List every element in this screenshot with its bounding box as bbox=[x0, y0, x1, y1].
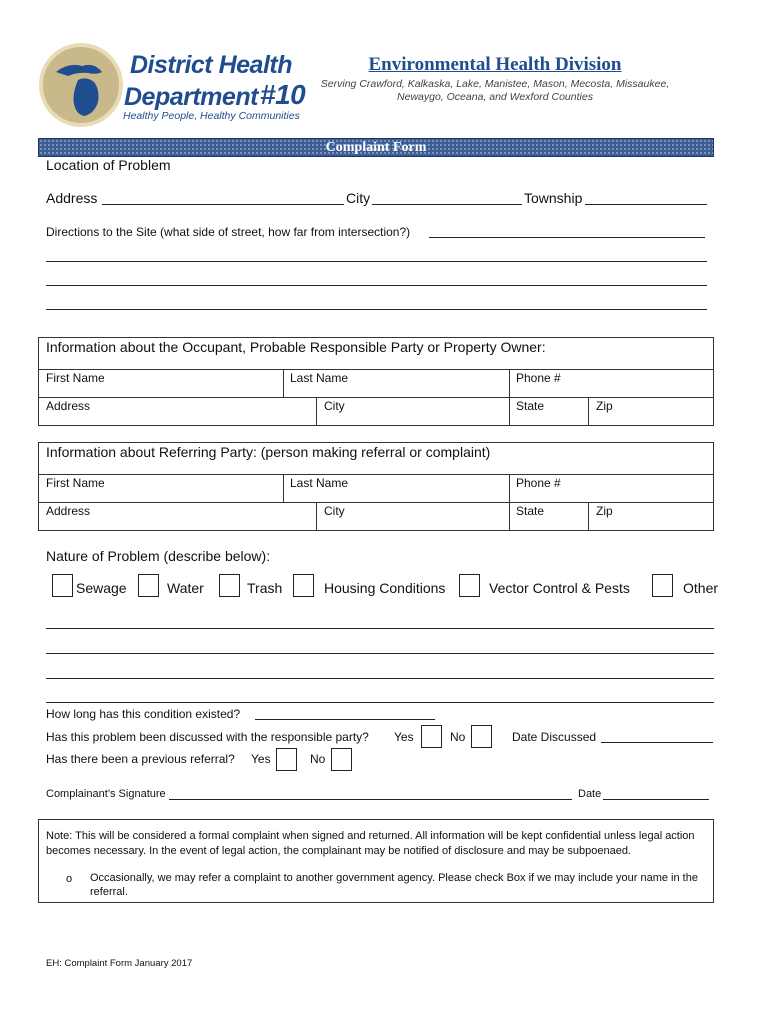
occupant-state[interactable]: State bbox=[516, 399, 545, 413]
problem-description-line-4[interactable] bbox=[46, 702, 714, 703]
problem-description-line-1[interactable] bbox=[46, 628, 714, 629]
other-checkbox[interactable] bbox=[652, 574, 673, 597]
referring-heading: Information about Referring Party: (person making referral or complaint) bbox=[46, 444, 491, 460]
housing-conditions-label: Housing Conditions bbox=[324, 580, 446, 596]
logo bbox=[38, 42, 308, 132]
occupant-first-name[interactable]: First Name bbox=[46, 371, 105, 385]
directions-line-2[interactable] bbox=[46, 261, 707, 262]
form-title: Complaint Form bbox=[325, 140, 427, 155]
previous-referral-label: Has there been a previous referral? bbox=[46, 752, 235, 766]
discussed-yes-label: Yes bbox=[394, 730, 414, 744]
form-title-banner bbox=[38, 138, 714, 157]
address-label: Address bbox=[46, 190, 98, 206]
signature-date-field[interactable] bbox=[603, 799, 709, 800]
date-discussed-label: Date Discussed bbox=[512, 730, 597, 744]
previous-yes-checkbox[interactable] bbox=[276, 748, 297, 771]
discussed-label: Has this problem been discussed with the responsible party? bbox=[46, 730, 369, 744]
problem-description-line-2[interactable] bbox=[46, 653, 714, 654]
discussed-no-label: No bbox=[450, 730, 466, 744]
referring-zip[interactable]: Zip bbox=[596, 504, 613, 518]
directions-line-4[interactable] bbox=[46, 309, 707, 310]
discussed-no-checkbox[interactable] bbox=[471, 725, 492, 748]
previous-no-checkbox[interactable] bbox=[331, 748, 352, 771]
sewage-label: Sewage bbox=[76, 580, 127, 596]
discussed-yes-checkbox[interactable] bbox=[421, 725, 442, 748]
occupant-phone[interactable]: Phone # bbox=[516, 371, 561, 385]
sewage-checkbox[interactable] bbox=[52, 574, 73, 597]
referring-last-name[interactable]: Last Name bbox=[290, 476, 349, 490]
serving-line2: Newaygo, Oceana, and Wexford Counties bbox=[397, 91, 593, 103]
occupant-city[interactable]: City bbox=[324, 399, 345, 413]
other-label: Other bbox=[683, 580, 719, 596]
serving-line1: Serving Crawford, Kalkaska, Lake, Manistee, Mason, Mecosta, Missaukee, bbox=[320, 78, 670, 90]
occupant-zip[interactable]: Zip bbox=[596, 399, 613, 413]
occupant-address[interactable]: Address bbox=[46, 399, 91, 413]
water-checkbox[interactable] bbox=[138, 574, 159, 597]
occupant-last-name[interactable]: Last Name bbox=[290, 371, 349, 385]
trash-checkbox[interactable] bbox=[219, 574, 240, 597]
org-name-line1: District Health bbox=[130, 51, 292, 79]
referring-city[interactable]: City bbox=[324, 504, 345, 518]
referring-address[interactable]: Address bbox=[46, 504, 91, 518]
vector-control-checkbox[interactable] bbox=[459, 574, 480, 597]
city-label: City bbox=[346, 190, 371, 206]
referring-first-name[interactable]: First Name bbox=[46, 476, 105, 490]
org-number: #10 bbox=[260, 79, 306, 110]
previous-yes-label: Yes bbox=[251, 752, 271, 766]
note-text: Note: This will be considered a formal complaint when signed and returned. All information will be kept confidential unless legal action becomes necessary. In the event of legal action, the complainant may be notified of disclosure and may be subpoenaed. bbox=[46, 830, 695, 857]
vector-control-label: Vector Control & Pests bbox=[489, 580, 630, 596]
township-field[interactable] bbox=[585, 204, 707, 205]
directions-line-3[interactable] bbox=[46, 285, 707, 286]
housing-conditions-checkbox[interactable] bbox=[293, 574, 314, 597]
footer: EH: Complaint Form January 2017 bbox=[46, 958, 193, 969]
occupant-heading: Information about the Occupant, Probable Responsible Party or Property Owner: bbox=[46, 339, 546, 355]
signature-date-label: Date bbox=[578, 788, 602, 800]
signature-label: Complainant’s Signature bbox=[46, 788, 166, 800]
water-label: Water bbox=[167, 580, 204, 596]
date-discussed-field[interactable] bbox=[601, 742, 713, 743]
directions-field[interactable] bbox=[429, 237, 705, 238]
tagline: Healthy People, Healthy Communities bbox=[123, 110, 300, 122]
signature-field[interactable] bbox=[169, 799, 572, 800]
note-bullet: o bbox=[66, 873, 73, 885]
trash-label: Trash bbox=[247, 580, 283, 596]
location-heading: Location of Problem bbox=[46, 157, 171, 173]
township-label: Township bbox=[524, 190, 583, 206]
city-field[interactable] bbox=[372, 204, 522, 205]
referring-state[interactable]: State bbox=[516, 504, 545, 518]
how-long-label: How long has this condition existed? bbox=[46, 707, 241, 721]
how-long-field[interactable] bbox=[255, 719, 435, 720]
note-bullet-text: Occasionally, we may refer a complaint to another government agency. Please check Box if we may include your name in the referral. bbox=[90, 872, 698, 898]
nature-heading: Nature of Problem (describe below): bbox=[46, 548, 271, 564]
previous-no-label: No bbox=[310, 752, 326, 766]
referring-phone[interactable]: Phone # bbox=[516, 476, 561, 490]
division-title: Environmental Health Division bbox=[368, 54, 622, 75]
problem-description-line-3[interactable] bbox=[46, 678, 714, 679]
directions-label: Directions to the Site (what side of street, how far from intersection?) bbox=[46, 225, 411, 239]
address-field[interactable] bbox=[102, 204, 344, 205]
org-name-line2: Department bbox=[124, 83, 258, 111]
michigan-map-icon bbox=[38, 42, 124, 128]
